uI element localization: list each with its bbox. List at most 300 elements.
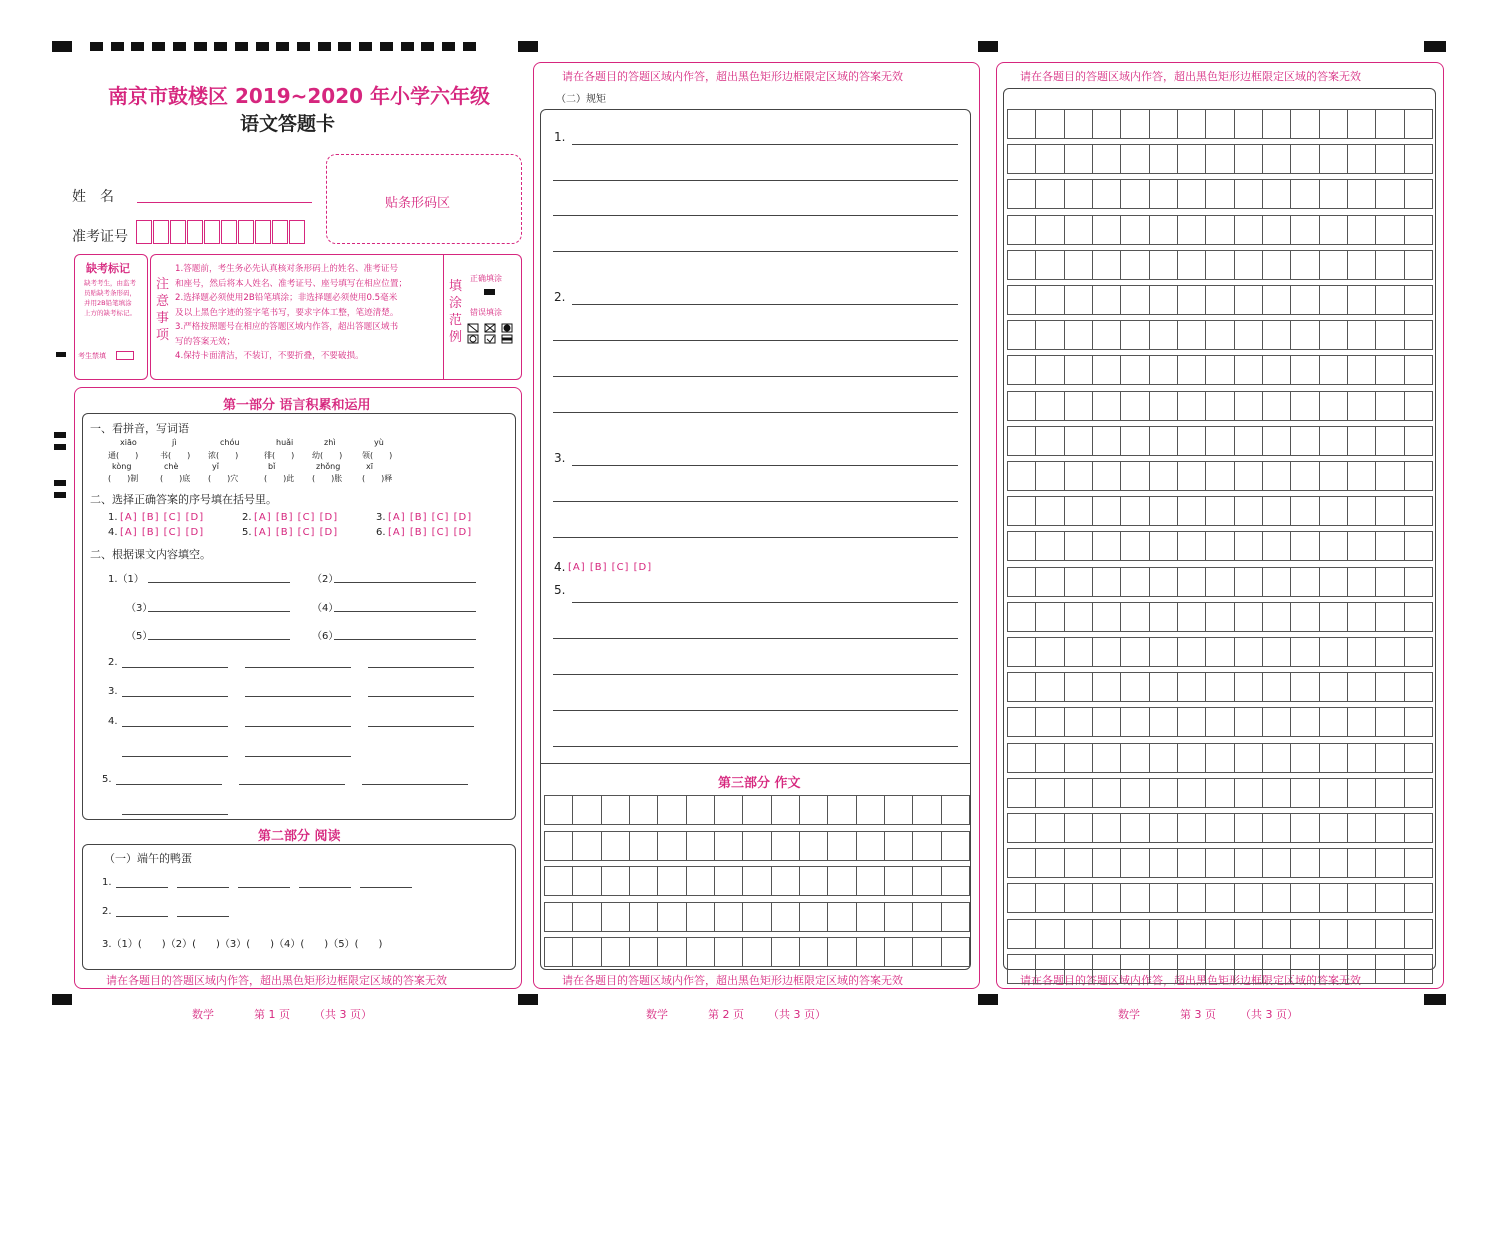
essay-cell[interactable] — [1348, 216, 1376, 244]
essay-cell[interactable] — [1093, 568, 1121, 596]
essay-cell[interactable] — [1348, 673, 1376, 701]
essay-cell[interactable] — [1376, 216, 1404, 244]
id-digit-box[interactable] — [136, 220, 152, 244]
essay-cell[interactable] — [828, 867, 856, 895]
essay-cell[interactable] — [1320, 251, 1348, 279]
answer-line[interactable] — [122, 696, 228, 697]
essay-cell[interactable] — [1291, 814, 1319, 842]
essay-cell[interactable] — [1008, 814, 1036, 842]
essay-cell[interactable] — [1065, 814, 1093, 842]
essay-cell[interactable] — [1008, 110, 1036, 138]
essay-cell[interactable] — [1036, 251, 1064, 279]
essay-cell[interactable] — [1376, 638, 1404, 666]
choice-options[interactable]: [A] [B] [C] [D] — [254, 527, 339, 538]
word-blank[interactable]: ( )释 — [362, 474, 393, 483]
essay-grid-row[interactable] — [1007, 496, 1433, 526]
essay-cell[interactable] — [573, 796, 601, 824]
essay-cell[interactable] — [1206, 673, 1234, 701]
essay-cell[interactable] — [1036, 814, 1064, 842]
answer-line[interactable] — [334, 639, 476, 640]
essay-cell[interactable] — [1263, 920, 1291, 948]
answer-line[interactable] — [245, 756, 351, 757]
essay-cell[interactable] — [1178, 427, 1206, 455]
answer-line[interactable] — [360, 887, 412, 888]
essay-cell[interactable] — [1320, 849, 1348, 877]
essay-cell[interactable] — [1291, 638, 1319, 666]
essay-cell[interactable] — [1065, 286, 1093, 314]
essay-cell[interactable] — [1235, 779, 1263, 807]
id-digit-box[interactable] — [153, 220, 169, 244]
essay-cell[interactable] — [1065, 779, 1093, 807]
essay-cell[interactable] — [1121, 779, 1149, 807]
word-blank[interactable]: 书( ) — [160, 451, 191, 460]
essay-cell[interactable] — [1150, 427, 1178, 455]
essay-cell[interactable] — [1093, 532, 1121, 560]
essay-cell[interactable] — [1150, 814, 1178, 842]
essay-cell[interactable] — [630, 903, 658, 931]
essay-cell[interactable] — [772, 796, 800, 824]
essay-cell[interactable] — [1008, 779, 1036, 807]
essay-cell[interactable] — [942, 832, 969, 860]
essay-cell[interactable] — [1235, 603, 1263, 631]
essay-cell[interactable] — [1150, 673, 1178, 701]
essay-cell[interactable] — [1065, 145, 1093, 173]
essay-cell[interactable] — [1036, 497, 1064, 525]
essay-cell[interactable] — [1093, 321, 1121, 349]
essay-grid-row[interactable] — [544, 831, 970, 861]
essay-cell[interactable] — [828, 903, 856, 931]
essay-cell[interactable] — [1263, 849, 1291, 877]
answer-line[interactable] — [334, 582, 476, 583]
essay-cell[interactable] — [1348, 497, 1376, 525]
essay-cell[interactable] — [1150, 568, 1178, 596]
essay-cell[interactable] — [743, 832, 771, 860]
essay-cell[interactable] — [1320, 145, 1348, 173]
essay-cell[interactable] — [743, 938, 771, 966]
essay-cell[interactable] — [1093, 497, 1121, 525]
essay-cell[interactable] — [1348, 849, 1376, 877]
essay-cell[interactable] — [1263, 110, 1291, 138]
essay-cell[interactable] — [1320, 216, 1348, 244]
essay-cell[interactable] — [1036, 286, 1064, 314]
essay-cell[interactable] — [1093, 462, 1121, 490]
essay-cell[interactable] — [1405, 884, 1432, 912]
essay-cell[interactable] — [1008, 708, 1036, 736]
essay-cell[interactable] — [1405, 814, 1432, 842]
essay-cell[interactable] — [885, 867, 913, 895]
essay-cell[interactable] — [1178, 145, 1206, 173]
answer-line[interactable] — [553, 251, 958, 252]
essay-cell[interactable] — [1263, 884, 1291, 912]
essay-grid-row[interactable] — [1007, 320, 1433, 350]
essay-cell[interactable] — [1150, 849, 1178, 877]
word-blank[interactable]: 通( ) — [108, 451, 139, 460]
essay-cell[interactable] — [1150, 532, 1178, 560]
essay-cell[interactable] — [1291, 251, 1319, 279]
essay-cell[interactable] — [1376, 321, 1404, 349]
essay-cell[interactable] — [1178, 603, 1206, 631]
essay-cell[interactable] — [573, 867, 601, 895]
essay-cell[interactable] — [1291, 779, 1319, 807]
essay-cell[interactable] — [1376, 849, 1404, 877]
essay-cell[interactable] — [602, 903, 630, 931]
essay-cell[interactable] — [743, 903, 771, 931]
essay-cell[interactable] — [1263, 532, 1291, 560]
essay-cell[interactable] — [857, 796, 885, 824]
essay-cell[interactable] — [1093, 849, 1121, 877]
essay-cell[interactable] — [1320, 392, 1348, 420]
essay-cell[interactable] — [1263, 673, 1291, 701]
essay-cell[interactable] — [630, 938, 658, 966]
essay-cell[interactable] — [1036, 356, 1064, 384]
essay-cell[interactable] — [1291, 497, 1319, 525]
essay-cell[interactable] — [885, 832, 913, 860]
essay-cell[interactable] — [1093, 744, 1121, 772]
essay-cell[interactable] — [1263, 251, 1291, 279]
essay-cell[interactable] — [1235, 321, 1263, 349]
essay-cell[interactable] — [1121, 708, 1149, 736]
essay-cell[interactable] — [1320, 532, 1348, 560]
essay-cell[interactable] — [1376, 356, 1404, 384]
essay-cell[interactable] — [1150, 251, 1178, 279]
id-digit-box[interactable] — [255, 220, 271, 244]
essay-cell[interactable] — [1405, 779, 1432, 807]
answer-line[interactable] — [572, 465, 958, 466]
essay-cell[interactable] — [800, 832, 828, 860]
essay-cell[interactable] — [1065, 110, 1093, 138]
essay-cell[interactable] — [1376, 884, 1404, 912]
choice-options[interactable]: [A] [B] [C] [D] — [120, 512, 205, 523]
essay-cell[interactable] — [1263, 427, 1291, 455]
essay-cell[interactable] — [1008, 145, 1036, 173]
essay-grid-row[interactable] — [544, 902, 970, 932]
essay-cell[interactable] — [1206, 497, 1234, 525]
essay-cell[interactable] — [1008, 638, 1036, 666]
essay-cell[interactable] — [1206, 955, 1234, 983]
essay-cell[interactable] — [942, 938, 969, 966]
essay-cell[interactable] — [743, 796, 771, 824]
essay-cell[interactable] — [1291, 955, 1319, 983]
essay-cell[interactable] — [1121, 673, 1149, 701]
essay-cell[interactable] — [1065, 673, 1093, 701]
essay-cell[interactable] — [1150, 708, 1178, 736]
essay-cell[interactable] — [1405, 356, 1432, 384]
essay-cell[interactable] — [1405, 638, 1432, 666]
essay-cell[interactable] — [1376, 532, 1404, 560]
essay-cell[interactable] — [1235, 392, 1263, 420]
essay-cell[interactable] — [942, 903, 969, 931]
essay-cell[interactable] — [1405, 321, 1432, 349]
essay-cell[interactable] — [1348, 814, 1376, 842]
essay-cell[interactable] — [1008, 849, 1036, 877]
essay-cell[interactable] — [800, 938, 828, 966]
word-blank[interactable]: ( )此 — [264, 474, 295, 483]
essay-cell[interactable] — [602, 796, 630, 824]
essay-cell[interactable] — [1376, 392, 1404, 420]
essay-cell[interactable] — [1150, 286, 1178, 314]
essay-cell[interactable] — [913, 938, 941, 966]
essay-cell[interactable] — [1150, 145, 1178, 173]
essay-cell[interactable] — [1065, 849, 1093, 877]
essay-cell[interactable] — [1093, 216, 1121, 244]
essay-cell[interactable] — [1235, 568, 1263, 596]
word-blank[interactable]: 领( ) — [362, 451, 393, 460]
essay-cell[interactable] — [573, 832, 601, 860]
essay-cell[interactable] — [602, 867, 630, 895]
essay-cell[interactable] — [630, 796, 658, 824]
essay-cell[interactable] — [743, 867, 771, 895]
essay-grid-row[interactable] — [544, 795, 970, 825]
essay-grid-row[interactable] — [1007, 531, 1433, 561]
essay-cell[interactable] — [885, 796, 913, 824]
essay-cell[interactable] — [1376, 955, 1404, 983]
essay-cell[interactable] — [1376, 462, 1404, 490]
essay-grid-row[interactable] — [1007, 883, 1433, 913]
essay-cell[interactable] — [1405, 603, 1432, 631]
word-blank[interactable]: 浓( ) — [208, 451, 239, 460]
answer-line[interactable] — [553, 376, 958, 377]
essay-cell[interactable] — [1263, 145, 1291, 173]
essay-cell[interactable] — [1291, 568, 1319, 596]
essay-cell[interactable] — [1150, 955, 1178, 983]
essay-cell[interactable] — [1291, 110, 1319, 138]
essay-cell[interactable] — [1235, 110, 1263, 138]
essay-cell[interactable] — [1263, 568, 1291, 596]
essay-cell[interactable] — [800, 867, 828, 895]
essay-cell[interactable] — [1291, 145, 1319, 173]
essay-cell[interactable] — [1178, 216, 1206, 244]
essay-cell[interactable] — [1291, 708, 1319, 736]
essay-cell[interactable] — [1150, 638, 1178, 666]
answer-line[interactable] — [553, 537, 958, 538]
essay-cell[interactable] — [1206, 884, 1234, 912]
essay-cell[interactable] — [573, 903, 601, 931]
essay-cell[interactable] — [772, 903, 800, 931]
essay-grid-row[interactable] — [1007, 144, 1433, 174]
essay-cell[interactable] — [828, 832, 856, 860]
essay-cell[interactable] — [1008, 392, 1036, 420]
essay-cell[interactable] — [1348, 286, 1376, 314]
essay-cell[interactable] — [942, 867, 969, 895]
essay-cell[interactable] — [1348, 532, 1376, 560]
essay-cell[interactable] — [1093, 356, 1121, 384]
essay-cell[interactable] — [1405, 532, 1432, 560]
essay-cell[interactable] — [1291, 356, 1319, 384]
essay-cell[interactable] — [1263, 321, 1291, 349]
essay-cell[interactable] — [1263, 708, 1291, 736]
essay-cell[interactable] — [1065, 638, 1093, 666]
essay-cell[interactable] — [1008, 321, 1036, 349]
essay-cell[interactable] — [1121, 145, 1149, 173]
essay-cell[interactable] — [1206, 216, 1234, 244]
essay-cell[interactable] — [1008, 427, 1036, 455]
essay-cell[interactable] — [1320, 708, 1348, 736]
essay-cell[interactable] — [1235, 708, 1263, 736]
essay-cell[interactable] — [1263, 462, 1291, 490]
id-digit-box[interactable] — [187, 220, 203, 244]
essay-cell[interactable] — [1093, 638, 1121, 666]
essay-cell[interactable] — [1150, 603, 1178, 631]
answer-line[interactable] — [553, 180, 958, 181]
essay-cell[interactable] — [1405, 216, 1432, 244]
essay-grid-row[interactable] — [1007, 637, 1433, 667]
essay-cell[interactable] — [1065, 462, 1093, 490]
essay-cell[interactable] — [1065, 744, 1093, 772]
essay-cell[interactable] — [1121, 638, 1149, 666]
essay-cell[interactable] — [1206, 427, 1234, 455]
answer-line[interactable] — [368, 696, 474, 697]
essay-cell[interactable] — [658, 796, 686, 824]
essay-cell[interactable] — [1065, 497, 1093, 525]
essay-cell[interactable] — [1036, 744, 1064, 772]
essay-cell[interactable] — [1348, 427, 1376, 455]
essay-grid-row[interactable] — [1007, 743, 1433, 773]
essay-cell[interactable] — [942, 796, 969, 824]
answer-line[interactable] — [553, 746, 958, 747]
essay-cell[interactable] — [1206, 145, 1234, 173]
essay-cell[interactable] — [1178, 779, 1206, 807]
essay-cell[interactable] — [885, 903, 913, 931]
essay-cell[interactable] — [1405, 955, 1432, 983]
essay-cell[interactable] — [1178, 849, 1206, 877]
essay-cell[interactable] — [1036, 638, 1064, 666]
essay-cell[interactable] — [1036, 145, 1064, 173]
essay-cell[interactable] — [1121, 356, 1149, 384]
essay-cell[interactable] — [1093, 110, 1121, 138]
essay-cell[interactable] — [1065, 356, 1093, 384]
id-digit-box[interactable] — [221, 220, 237, 244]
choice-options[interactable]: [A] [B] [C] [D] — [120, 527, 205, 538]
answer-line[interactable] — [245, 726, 351, 727]
essay-cell[interactable] — [913, 796, 941, 824]
essay-cell[interactable] — [1178, 744, 1206, 772]
essay-cell[interactable] — [1036, 884, 1064, 912]
answer-line[interactable] — [553, 501, 958, 502]
id-digit-box[interactable] — [272, 220, 288, 244]
answer-line[interactable] — [148, 611, 290, 612]
answer-line[interactable] — [122, 756, 228, 757]
essay-cell[interactable] — [1291, 849, 1319, 877]
essay-cell[interactable] — [1405, 180, 1432, 208]
essay-cell[interactable] — [1348, 568, 1376, 596]
essay-cell[interactable] — [1376, 110, 1404, 138]
essay-cell[interactable] — [1121, 216, 1149, 244]
essay-cell[interactable] — [1320, 427, 1348, 455]
essay-grid-row[interactable] — [1007, 461, 1433, 491]
essay-cell[interactable] — [1093, 955, 1121, 983]
essay-cell[interactable] — [1263, 497, 1291, 525]
essay-cell[interactable] — [1178, 392, 1206, 420]
essay-cell[interactable] — [1065, 427, 1093, 455]
essay-cell[interactable] — [1376, 145, 1404, 173]
essay-cell[interactable] — [1008, 216, 1036, 244]
essay-cell[interactable] — [715, 832, 743, 860]
essay-cell[interactable] — [1348, 356, 1376, 384]
answer-line[interactable] — [572, 304, 958, 305]
essay-cell[interactable] — [1235, 532, 1263, 560]
essay-cell[interactable] — [1376, 814, 1404, 842]
essay-cell[interactable] — [857, 832, 885, 860]
essay-cell[interactable] — [1065, 251, 1093, 279]
essay-cell[interactable] — [687, 903, 715, 931]
essay-cell[interactable] — [1263, 638, 1291, 666]
essay-grid-row[interactable] — [1007, 672, 1433, 702]
essay-cell[interactable] — [545, 938, 573, 966]
essay-cell[interactable] — [1376, 497, 1404, 525]
essay-cell[interactable] — [1206, 251, 1234, 279]
essay-cell[interactable] — [1008, 955, 1036, 983]
essay-cell[interactable] — [1235, 920, 1263, 948]
essay-cell[interactable] — [1178, 708, 1206, 736]
essay-cell[interactable] — [1376, 251, 1404, 279]
essay-cell[interactable] — [630, 832, 658, 860]
essay-cell[interactable] — [857, 938, 885, 966]
essay-cell[interactable] — [1235, 638, 1263, 666]
essay-cell[interactable] — [1036, 603, 1064, 631]
essay-cell[interactable] — [1093, 180, 1121, 208]
essay-cell[interactable] — [1121, 321, 1149, 349]
essay-grid-row[interactable] — [1007, 391, 1433, 421]
essay-cell[interactable] — [1008, 603, 1036, 631]
essay-cell[interactable] — [1320, 568, 1348, 596]
essay-cell[interactable] — [1206, 849, 1234, 877]
essay-cell[interactable] — [1150, 497, 1178, 525]
essay-cell[interactable] — [1235, 673, 1263, 701]
essay-cell[interactable] — [1206, 321, 1234, 349]
essay-cell[interactable] — [1348, 779, 1376, 807]
essay-cell[interactable] — [658, 903, 686, 931]
essay-grid-row[interactable] — [1007, 179, 1433, 209]
essay-cell[interactable] — [1150, 110, 1178, 138]
essay-grid-row[interactable] — [1007, 250, 1433, 280]
essay-cell[interactable] — [1320, 955, 1348, 983]
word-blank[interactable]: ( )胀 — [312, 474, 343, 483]
essay-cell[interactable] — [1235, 497, 1263, 525]
answer-line[interactable] — [368, 667, 474, 668]
essay-cell[interactable] — [1235, 462, 1263, 490]
essay-cell[interactable] — [885, 938, 913, 966]
essay-cell[interactable] — [573, 938, 601, 966]
essay-cell[interactable] — [1008, 180, 1036, 208]
essay-cell[interactable] — [545, 903, 573, 931]
essay-cell[interactable] — [1291, 427, 1319, 455]
essay-cell[interactable] — [1093, 673, 1121, 701]
essay-cell[interactable] — [1376, 568, 1404, 596]
essay-cell[interactable] — [857, 867, 885, 895]
essay-cell[interactable] — [1348, 251, 1376, 279]
essay-cell[interactable] — [1121, 603, 1149, 631]
essay-cell[interactable] — [1065, 392, 1093, 420]
essay-grid-row[interactable] — [1007, 707, 1433, 737]
essay-cell[interactable] — [1036, 462, 1064, 490]
answer-line[interactable] — [553, 340, 958, 341]
essay-cell[interactable] — [1008, 673, 1036, 701]
essay-cell[interactable] — [1206, 110, 1234, 138]
word-blank[interactable]: 徘( ) — [264, 451, 295, 460]
essay-cell[interactable] — [1036, 955, 1064, 983]
answer-line[interactable] — [362, 784, 468, 785]
choice-options[interactable]: [A] [B] [C] [D] — [388, 512, 473, 523]
essay-cell[interactable] — [1008, 744, 1036, 772]
essay-cell[interactable] — [1036, 427, 1064, 455]
essay-cell[interactable] — [1036, 532, 1064, 560]
word-blank[interactable]: ( )底 — [160, 474, 191, 483]
answer-line[interactable] — [245, 696, 351, 697]
essay-cell[interactable] — [1065, 216, 1093, 244]
essay-cell[interactable] — [1008, 356, 1036, 384]
essay-cell[interactable] — [1008, 532, 1036, 560]
essay-cell[interactable] — [1405, 568, 1432, 596]
